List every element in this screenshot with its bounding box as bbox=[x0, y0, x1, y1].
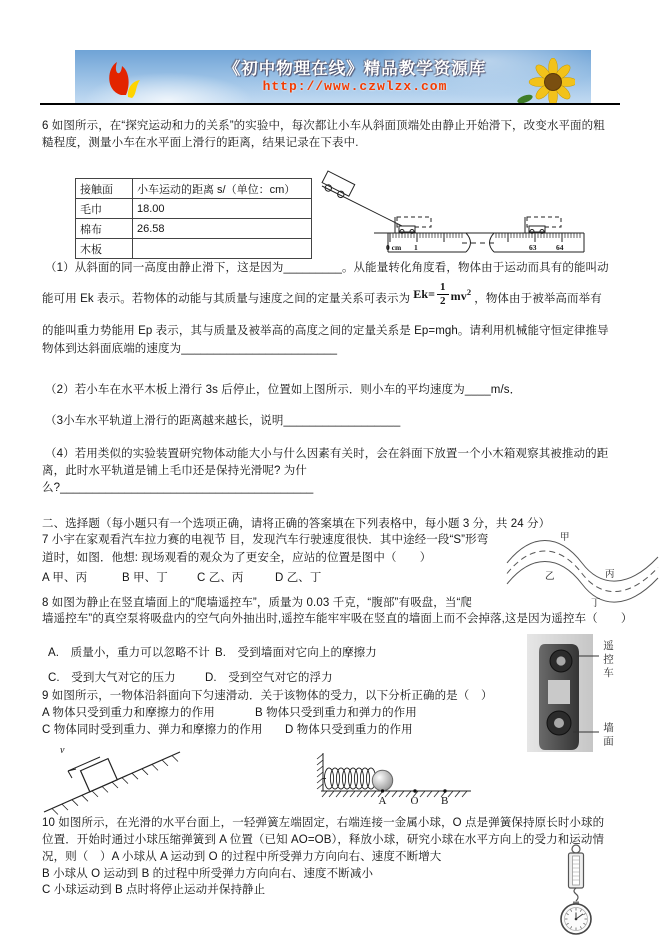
cell-distance bbox=[133, 239, 312, 259]
wall-label: 墙面 bbox=[602, 722, 614, 749]
q6-part4-line3: 么?_______________________________________ bbox=[42, 482, 314, 494]
cart-ghost-end bbox=[525, 217, 561, 234]
incline-hatching bbox=[52, 756, 178, 815]
table-row bbox=[76, 219, 312, 239]
table-row bbox=[76, 239, 312, 259]
incline-ruler-figure bbox=[316, 170, 588, 256]
sunflower-center bbox=[545, 74, 562, 91]
q9-option-b: B 物体只受到重力和弹力的作用 bbox=[255, 707, 417, 719]
ruler-label-1: 1 bbox=[414, 243, 418, 252]
formula-lhs: Ek= bbox=[413, 287, 436, 301]
car-window bbox=[548, 680, 570, 704]
table-header-row bbox=[76, 179, 312, 199]
q7-line2: 道时，如图．他想: 现场观看的观众为了更安全，应站的位置是图中（ ） bbox=[42, 552, 432, 564]
q9-option-a: A 物体只受到重力和摩擦力的作用 bbox=[42, 707, 215, 719]
q7-option-b: B 甲、丁 bbox=[122, 572, 168, 584]
q7-option-c: C 乙、丙 bbox=[197, 572, 244, 584]
q10-option-c: C 小球运动到 B 点时将停止运动并保持静止 bbox=[42, 884, 266, 896]
car-wheel-top-hub bbox=[556, 656, 565, 665]
col-header-surface: 接触面 bbox=[76, 179, 133, 199]
q6-part4-line1: （4）若用类似的实验装置研究物体动能大小与什么因素有关时，会在斜面下放置一个小木箱观察其被推动的距 bbox=[45, 448, 609, 460]
cell-surface: 木板 bbox=[76, 239, 133, 259]
q6-intro-line1: 6 如图所示，在“探究运动和力的关系”的实验中，每次都让小车从斜面顶端处由静止开始滑下，改变水平面的粗 bbox=[42, 120, 605, 132]
point-b-label: B bbox=[441, 795, 449, 806]
q6-part1-line3: 的能叫重力势能用 Ep 表示，其与质量及被举高的高度之间的定量关系是 Ep=mgh。请利用机械能守恒定律推导 bbox=[42, 325, 609, 337]
q6-part1-line2 bbox=[42, 281, 602, 307]
cart-on-incline-icon bbox=[320, 171, 355, 201]
text-after-formula: ，物体由于被举高而举有 bbox=[474, 293, 602, 305]
formula-numerator: 1 bbox=[437, 282, 449, 295]
road-edge-lower bbox=[507, 562, 658, 603]
point-o-label: O bbox=[410, 795, 419, 806]
spring-ball-figure bbox=[313, 750, 473, 806]
ruler-label-64: 64 bbox=[556, 243, 564, 252]
road-label-yi: 乙 bbox=[545, 572, 555, 582]
car-label: 遥控车 bbox=[602, 640, 614, 681]
incline-block-figure bbox=[42, 741, 192, 821]
q7-line1: 7 小宇在家观看汽车拉力赛的电视节 目，发现汽车行驶速度很快．其中途经一段“S”形弯 bbox=[42, 534, 489, 546]
ruler-label-0cm: 0 cm bbox=[386, 243, 402, 252]
point-a-label: A bbox=[378, 795, 387, 806]
site-banner bbox=[75, 50, 591, 103]
road-label-bing: 丙 bbox=[605, 570, 615, 580]
banner-url-link[interactable]: http://www.czwlzx.com bbox=[262, 79, 448, 94]
q9-option-d: D 物体只受到重力的作用 bbox=[285, 724, 413, 736]
formula-denominator: 2 bbox=[440, 295, 446, 307]
cell-surface: 毛巾 bbox=[76, 199, 133, 219]
header-divider bbox=[40, 103, 620, 105]
q7-option-a: A 甲、丙 bbox=[42, 572, 88, 584]
hook bbox=[574, 888, 578, 901]
cell-surface: 棉布 bbox=[76, 219, 133, 239]
cell-distance: 26.58 bbox=[133, 219, 312, 239]
sunflower-icon bbox=[517, 58, 575, 103]
formula-exponent: 2 bbox=[466, 287, 472, 297]
text-before-formula: 能可用 Ek 表示。若物体的动能与其质量与速度之间的定量关系可表示为 bbox=[42, 293, 411, 305]
q10-line3: 况，则（ ）A 小球从 A 运动到 O 的过程中所受弹力方向向右、速度不断增大 bbox=[42, 851, 442, 863]
col-header-distance: 小车运动的距离 s/（单位：cm） bbox=[133, 179, 312, 199]
formula-fraction bbox=[437, 282, 449, 307]
metal-ball bbox=[372, 770, 392, 790]
cell-distance: 18.00 bbox=[133, 199, 312, 219]
q6-part1-line4: 物体到达斜面底端的速度为________________________ bbox=[42, 343, 338, 355]
q8-line2: 墙遥控车”的真空泵将吸盘内的空气向外抽出时,遥控车能牢牢吸在竖直的墙面上而不会掉落,这是因为遥控车（ ） bbox=[42, 613, 633, 625]
scale-window bbox=[573, 856, 580, 885]
q9-line: 9 如图所示，一物体沿斜面向下匀速滑动．关于该物体的受力，以下分析正确的是（ ） bbox=[42, 690, 493, 702]
velocity-label: v bbox=[60, 745, 65, 756]
ruler-label-63: 63 bbox=[529, 243, 537, 252]
spring-scale-stopwatch-figure bbox=[547, 843, 607, 935]
q8-option-d: D. 受到空气对它的浮力 bbox=[205, 672, 333, 684]
wall-hatching bbox=[317, 754, 323, 789]
q10-line1: 10 如图所示，在光滑的水平台面上，一轻弹簧左端固定，右端连接一金属小球，O 点是弹簧保持原长时小球的 bbox=[42, 817, 605, 829]
q7-option-d: D 乙、丁 bbox=[275, 572, 322, 584]
logo-flame-yellow bbox=[128, 80, 140, 98]
table-row bbox=[76, 199, 312, 219]
formula-base-text: mv bbox=[450, 289, 467, 303]
q6-part3: （3小车水平轨道上滑行的距离越来越长，说明__________________ bbox=[45, 415, 401, 427]
car-wheel-bottom-hub bbox=[554, 718, 564, 728]
road-edge-upper bbox=[507, 541, 658, 582]
q6-part1-line1: （1）从斜面的同一高度由静止滑下，这是因为_________。从能量转化角度看，物体由于运动而具有的能叫动 bbox=[45, 262, 609, 274]
logo-flame-red bbox=[109, 62, 128, 95]
distance-table bbox=[75, 178, 312, 259]
s-curve-road-figure bbox=[505, 527, 660, 607]
sunflower-leaf bbox=[517, 93, 534, 103]
q10-option-b: B 小球从 O 运动到 B 的过程中所受弹力方向向右、速度不断减小 bbox=[42, 868, 374, 880]
q8-option-b: B. 受到墙面对它向上的摩擦力 bbox=[215, 647, 377, 659]
section2-title: 二、选择题（每小题只有一个选项正确，请将正确的答案填在下列表格中，每小题 3 分，共 24 分） bbox=[42, 518, 551, 530]
q10-line2: 位置．开始时通过小球压缩弹簧到 A 位置（已知 AO=OB），释放小球，研究小球在水平方向上的受力和运动情 bbox=[42, 834, 605, 846]
q9-option-c: C 物体同时受到重力、弹力和摩擦力的作用 bbox=[42, 724, 263, 736]
q6-part4-line2: 离，此时水平轨道是铺上毛巾还是保持光滑呢? 为什 bbox=[42, 465, 307, 477]
q8-option-a: A. 质量小，重力可以忽略不计 bbox=[48, 647, 210, 659]
road-label-jia: 甲 bbox=[560, 533, 570, 543]
ruler bbox=[386, 233, 584, 252]
q8-option-c: C. 受到大气对它的压力 bbox=[48, 672, 176, 684]
road-label-ding: 丁 bbox=[591, 599, 601, 607]
formula-base bbox=[451, 285, 472, 304]
q6-intro-line2: 糙程度，测量小车在水平面上滑行的距离，结果记录在下表中. bbox=[42, 137, 359, 149]
road-centerline bbox=[507, 551, 658, 592]
q6-part2: （2）若小车在水平木板上滑行 3s 后停止，位置如上图所示．则小车的平均速度为____m/s． bbox=[45, 384, 522, 396]
site-logo-icon bbox=[97, 54, 143, 100]
scale-ring bbox=[572, 845, 580, 853]
q8-line1: 8 如图为静止在竖直墙面上的“爬墙遥控车”，质量为 0.03 千克，“腹部”有吸盘，当“爬 bbox=[42, 597, 473, 609]
kinetic-energy-formula bbox=[413, 282, 471, 307]
banner-title: 《初中物理在线》精品教学资源库 bbox=[223, 59, 487, 78]
spring-coil bbox=[323, 768, 376, 789]
wall-climbing-car-photo bbox=[527, 634, 623, 760]
